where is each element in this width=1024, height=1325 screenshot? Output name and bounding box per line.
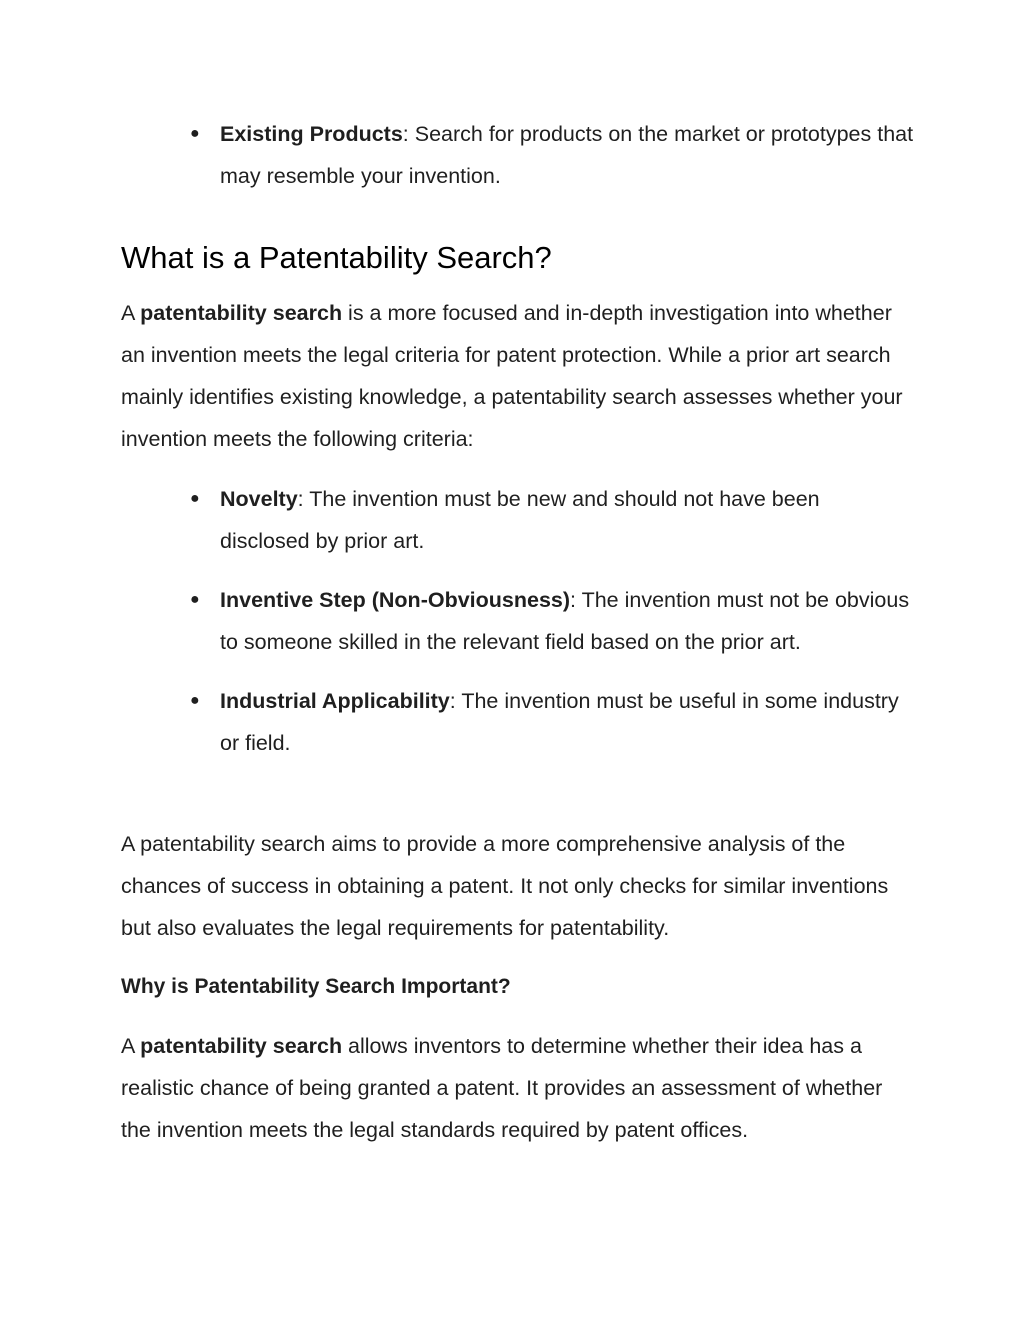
why-heading: Why is Patentability Search Important? <box>121 975 511 998</box>
criteria-term-industrial: Industrial Applicability <box>220 689 450 713</box>
list-item-term: Existing Products <box>220 122 403 146</box>
intro-term: patentability search <box>140 301 343 325</box>
criteria-term-novelty: Novelty <box>220 487 298 511</box>
why-text: allows inventors to determine whether their idea has a realistic chance of being granted a patent. It provides an assessment of whether the invention meets the legal standards required by patent offices. <box>121 1034 883 1142</box>
why-term: patentability search <box>140 1034 343 1058</box>
intro-text: is a more focused and in-depth investigation into whether an invention meets the legal criteria for patent protection. While a prior art search mainly identifies existing knowledge, a patentability search assesses whether your invention meets the following criteria: <box>121 301 903 451</box>
list-item <box>0 478 1024 562</box>
why-prefix: A <box>121 1034 141 1058</box>
bullet-icon: ● <box>190 591 200 608</box>
criteria-term-inventive-step: Inventive Step (Non-Obviousness) <box>220 588 571 612</box>
list-item <box>0 579 1024 663</box>
intro-prefix: A <box>121 301 141 325</box>
summary-paragraph: A patentability search aims to provide a more comprehensive analysis of the chances of success in obtaining a patent. It not only checks for similar inventions but also evaluates the legal requirements for patentability. <box>121 832 889 940</box>
criteria-list <box>0 478 1024 764</box>
existing-products-list <box>0 113 1024 197</box>
why-paragraph <box>121 1025 911 1151</box>
criteria-text-novelty: : The invention must be new and should not have been disclosed by prior art. <box>220 487 820 553</box>
bullet-icon: ● <box>190 490 200 507</box>
bullet-icon: ● <box>190 692 200 709</box>
list-item <box>0 680 1024 764</box>
section-heading: What is a Patentability Search? <box>121 240 552 275</box>
criteria-text-industrial: : The invention must be useful in some industry or field. <box>220 689 899 755</box>
intro-paragraph <box>121 292 911 460</box>
list-item-text: : Search for products on the market or prototypes that may resemble your invention. <box>220 122 914 188</box>
criteria-text-inventive-step: : The invention must not be obvious to someone skilled in the relevant field based on the prior art. <box>220 588 910 654</box>
list-item <box>0 113 1024 197</box>
bullet-icon: ● <box>190 125 200 142</box>
